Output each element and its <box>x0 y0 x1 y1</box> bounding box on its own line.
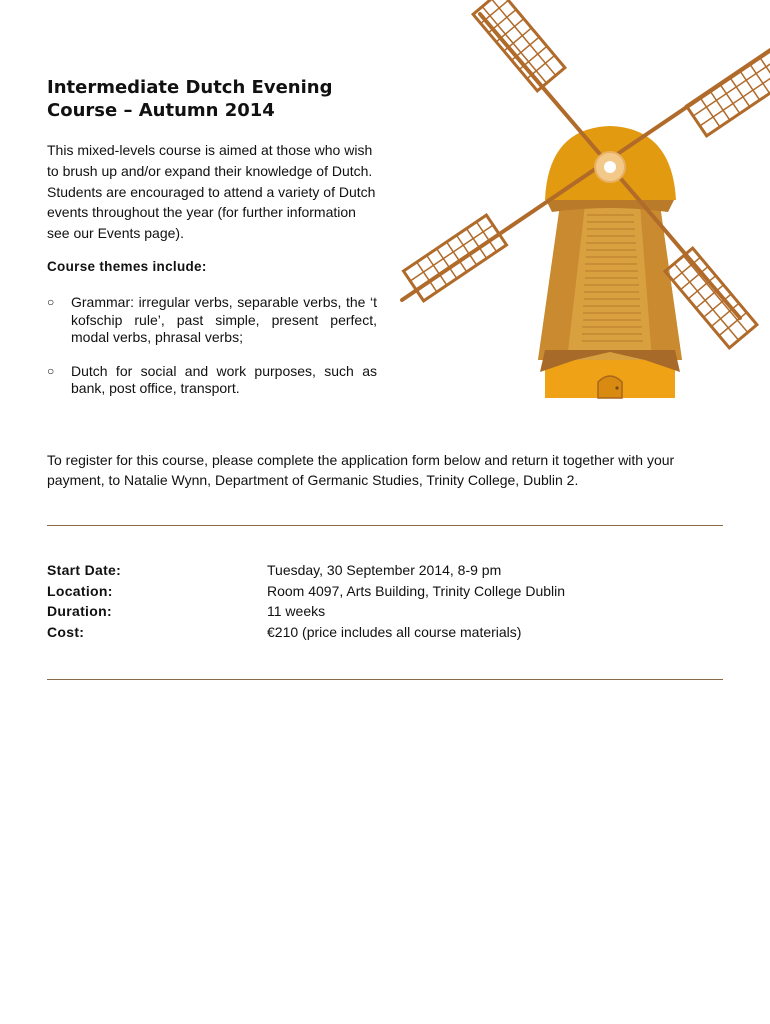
windmill-illustration <box>380 0 770 410</box>
detail-value: Tuesday, 30 September 2014, 8-9 pm <box>267 562 502 578</box>
detail-value: Room 4097, Arts Building, Trinity College Dublin <box>267 582 566 599</box>
detail-label: Duration: <box>47 603 112 619</box>
intro-paragraph: This mixed-levels course is aimed at those who wish to brush up and/or expand their knowledge of Dutch. Students are encouraged to attend a variety of Dutch events throughout the year (for further information see our Events page). <box>47 142 376 242</box>
course-details <box>47 560 723 642</box>
divider-top <box>47 525 723 526</box>
themes-heading: Course themes include: <box>47 259 207 274</box>
list-item <box>47 294 377 347</box>
windmill-door <box>598 376 622 398</box>
page-title: Intermediate Dutch Evening Course – Autumn 2014 <box>47 77 333 121</box>
list-item-text: Dutch for social and work purposes, such as bank, post office, transport. <box>71 362 377 396</box>
detail-label: Location: <box>47 582 113 599</box>
detail-label: Start Date: <box>47 562 122 578</box>
detail-label: Cost: <box>47 623 85 640</box>
bullet-icon: ○ <box>47 295 55 309</box>
windmill-sail-upper-left <box>473 0 565 91</box>
detail-row-duration <box>47 601 723 622</box>
windmill-sail-lower-right <box>665 248 757 348</box>
registration-paragraph: To register for this course, please complete the application form below and return it together with your payment, to Natalie Wynn, Department of Germanic Studies, Trinity College, Dublin 2. <box>47 452 675 488</box>
detail-value: 11 weeks <box>267 603 326 619</box>
detail-value: €210 (price includes all course materials) <box>267 623 522 640</box>
list-item <box>47 363 377 398</box>
windmill-sail-upper-right <box>686 50 770 136</box>
themes-list <box>47 294 377 414</box>
bullet-icon: ○ <box>47 363 55 378</box>
detail-row-start-date <box>47 560 723 581</box>
detail-row-cost <box>47 622 723 643</box>
divider-bottom <box>47 679 723 680</box>
list-item-text: Grammar: irregular verbs, separable verbs, the ‘t kofschip rule’, past simple, present perfect, modal verbs, phrasal verbs; <box>71 294 377 345</box>
detail-row-location <box>47 581 723 602</box>
